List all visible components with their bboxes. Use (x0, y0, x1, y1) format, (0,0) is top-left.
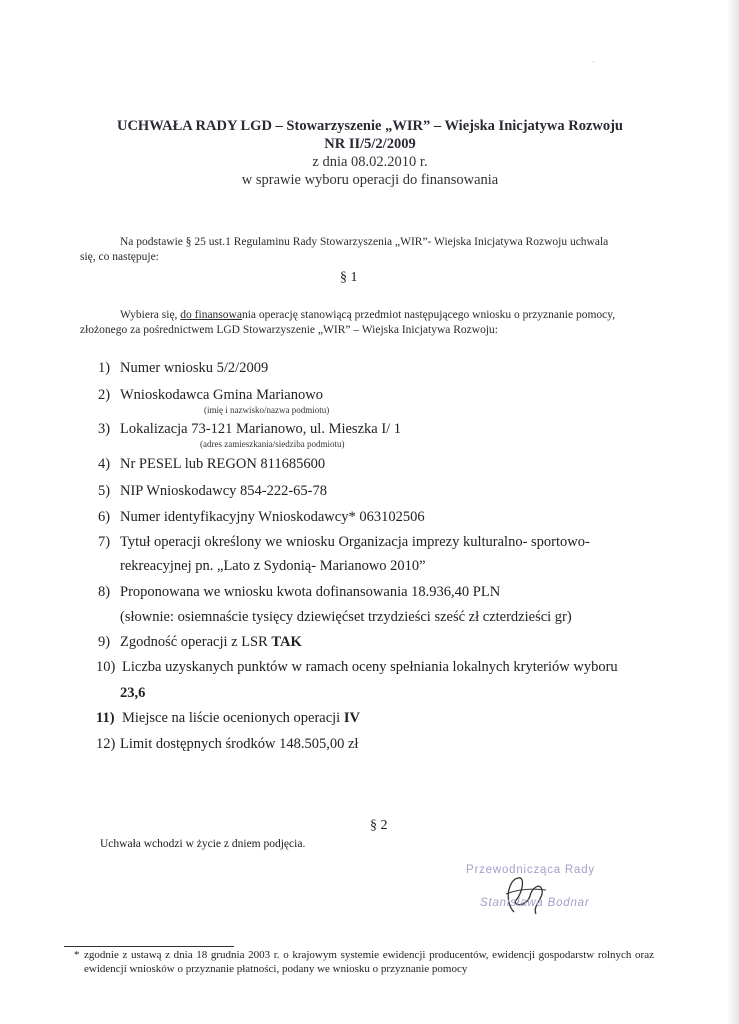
chairperson-stamp-role: Przewodnicząca Rady (466, 864, 595, 876)
selection-underlined: do finansowa (180, 309, 242, 321)
entry-into-force: Uchwała wchodzi w życie z dniem podjęcia. (100, 838, 306, 850)
list-item-4 (98, 456, 325, 473)
selection-paragraph (80, 308, 680, 338)
selection-line1 (80, 308, 680, 323)
points-value: 23,6 (120, 685, 146, 701)
item-text: Tytuł operacji określony we wniosku Organizacja imprezy kulturalno- sportowo- (120, 534, 590, 550)
resolution-subject: w sprawie wyboru operacji do finansowania (241, 172, 499, 188)
list-item-9 (98, 634, 302, 651)
footnote-marker: * (74, 949, 80, 961)
selection-rest: nia operację stanowiącą przedmiot następującego wniosku o przyznanie pomocy, (241, 309, 616, 321)
legal-basis-line1: Na podstawie § 25 ust.1 Regulaminu Rady Stowarzyszenia „WIR”- Wiejska Inicjatywa Rozwoju uchwala (120, 236, 609, 248)
item-text: Zgodność operacji z LSR (120, 634, 272, 650)
item-text: Wnioskodawca Gmina Marianowo (120, 387, 323, 403)
item-text: Numer identyfikacyjny Wnioskodawcy* 063102506 (120, 509, 425, 525)
item-number: 2) (98, 387, 111, 403)
item-text: Lokalizacja 73-121 Marianowo, ul. Mieszka I/ 1 (120, 421, 402, 437)
list-item-1 (98, 360, 268, 377)
item-number: 12) (96, 736, 116, 752)
legal-basis-line2: się, co następuje: (80, 251, 159, 263)
selection-line2: złożonego za pośrednictwem LGD Stowarzyszenie „WIR” – Wiejska Inicjatywa Rozwoju: (80, 324, 498, 336)
footnote-separator (64, 946, 234, 947)
resolution-title: UCHWAŁA RADY LGD – Stowarzyszenie „WIR” – Wiejska Inicjatywa Rozwoju (116, 118, 623, 134)
footnote (74, 948, 654, 976)
location-caption: (adres zamieszkania/siedziba podmiotu) (200, 439, 345, 449)
resolution-date: z dnia 08.02.2010 r. (312, 154, 428, 170)
item-number: 6) (98, 509, 111, 525)
list-item-12 (96, 736, 358, 753)
chairperson-stamp-name: Stanisława Bodnar (480, 897, 590, 909)
list-item-7-cont: rekreacyjnej pn. „Lato z Sydonią- Marianowo 2010” (120, 558, 426, 574)
list-item-6 (98, 509, 425, 526)
item-number: 11) (96, 710, 115, 726)
section-2-heading: § 2 (370, 818, 388, 833)
lsr-compliance-value: TAK (271, 634, 302, 650)
selection-prefix: Wybiera się, (120, 309, 181, 321)
item-number: 10) (96, 659, 116, 675)
list-item-3 (98, 421, 401, 438)
list-item-8 (98, 584, 500, 601)
item-text: Proponowana we wniosku kwota dofinansowania 18.936,40 PLN (120, 584, 501, 600)
applicant-caption: (imię i nazwisko/nazwa podmiotu) (204, 405, 330, 415)
section-1-heading: § 1 (340, 270, 358, 285)
list-item-2 (98, 387, 323, 404)
item-number: 9) (98, 634, 111, 650)
item-text: Miejsce na liście ocenionych operacji (122, 710, 344, 726)
list-item-7 (98, 534, 590, 551)
item-text: Liczba uzyskanych punktów w ramach oceny spełniania lokalnych kryteriów wyboru (122, 659, 618, 675)
resolution-header (60, 117, 680, 189)
list-item-5 (98, 483, 327, 500)
item-number: 5) (98, 483, 111, 499)
scan-speck: · (592, 58, 595, 67)
scan-edge (727, 0, 739, 1024)
list-item-10 (96, 659, 618, 676)
item-number: 8) (98, 584, 111, 600)
item-text: NIP Wnioskodawcy 854-222-65-78 (120, 483, 328, 499)
item-number: 4) (98, 456, 111, 472)
footnote-text: zgodnie z ustawą z dnia 18 grudnia 2003 r. o krajowym systemie ewidencji producentów, ewidencji gospodarstw rolnych oraz ewidencji wniosków o przyznanie płatności, podany we wniosku o przyznanie pomocy (84, 949, 654, 975)
item-number: 1) (98, 360, 111, 376)
list-item-8-cont: (słownie: osiemnaście tysięcy dziewięćset trzydzieści sześć zł czterdzieści gr) (120, 609, 572, 625)
item-number: 7) (98, 534, 111, 550)
resolution-number: NR II/5/2/2009 (324, 136, 416, 152)
item-text: Numer wniosku 5/2/2009 (120, 360, 269, 376)
legal-basis (80, 235, 680, 265)
item-text: Limit dostępnych środków 148.505,00 zł (120, 736, 359, 752)
item-number: 3) (98, 421, 111, 437)
ranking-value: IV (343, 710, 360, 726)
list-item-11 (96, 710, 360, 727)
handwritten-signature (496, 872, 552, 920)
item-text: Nr PESEL lub REGON 811685600 (120, 456, 326, 472)
